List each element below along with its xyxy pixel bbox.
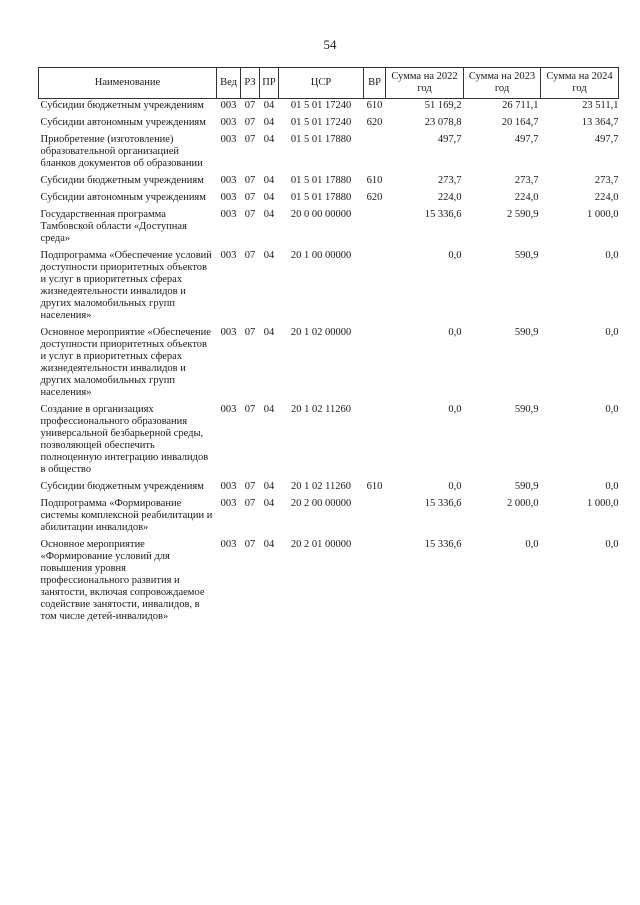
cell-csr: 01 5 01 17240 [290, 117, 352, 128]
cell-ved: 003 [220, 134, 237, 145]
cell-sum-2023: 590,9 [514, 327, 539, 338]
cell-sum-2023: 2 000,0 [507, 498, 539, 509]
table-row [39, 187, 619, 204]
cell-sum-2023: 273,7 [514, 175, 539, 186]
cell-pr: 04 [263, 539, 275, 550]
cell-sum-2022: 51 169,2 [424, 100, 462, 111]
cell-vr: 620 [366, 192, 383, 203]
cell-sum-2022: 0,0 [448, 250, 462, 261]
cell-sum-2022: 273,7 [437, 175, 462, 186]
cell-sum-2023: 26 711,1 [502, 100, 539, 111]
cell-rz: 07 [244, 404, 256, 415]
cell-name: Создание в организациях профессионального образования универсальной безбарьерной среды, позволяющей обеспечить полноценную интеграцию инвалидов в общество [40, 404, 209, 475]
cell-vr: 610 [366, 175, 383, 186]
cell-sum-2023: 20 164,7 [501, 117, 539, 128]
cell-sum-2023: 590,9 [514, 250, 539, 261]
cell-vr: 610 [366, 100, 383, 111]
cell-sum-2022: 224,0 [437, 192, 462, 203]
cell-ved: 003 [220, 192, 237, 203]
cell-rz: 07 [244, 100, 256, 111]
budget-table [38, 67, 619, 623]
col-header-vr: ВР [364, 68, 386, 99]
cell-rz: 07 [244, 539, 256, 550]
cell-ved: 003 [220, 175, 237, 186]
cell-name: Основное мероприятие «Формирование условий для повышения уровня профессионального развития и занятости, включая сопровождаемое содействие занятости, инвалидов, в том числе детей-инвалидов» [40, 539, 205, 622]
cell-vr [364, 204, 386, 245]
cell-pr: 04 [263, 134, 275, 145]
cell-ved: 003 [220, 327, 237, 338]
table-row [39, 129, 619, 170]
cell-csr: 01 5 01 17880 [290, 175, 352, 186]
table-header-row [39, 68, 619, 99]
cell-rz: 07 [244, 175, 256, 186]
cell-csr: 01 5 01 17240 [290, 100, 352, 111]
cell-pr: 04 [263, 100, 275, 111]
cell-pr: 04 [263, 175, 275, 186]
cell-name: Подпрограмма «Формирование системы комплексной реабилитации и абилитации инвалидов» [40, 498, 213, 533]
cell-vr [364, 534, 386, 623]
cell-name: Подпрограмма «Обеспечение условий доступности приоритетных объектов и услуг в приоритетных сферах жизнедеятельности инвалидов и других маломобильных групп населения» [40, 250, 212, 321]
cell-sum-2022: 15 336,6 [424, 498, 462, 509]
cell-sum-2022: 0,0 [448, 404, 462, 415]
cell-pr: 04 [263, 327, 275, 338]
table-row [39, 245, 619, 322]
cell-sum-2024: 13 364,7 [581, 117, 619, 128]
cell-csr: 20 1 02 00000 [290, 327, 352, 338]
cell-sum-2024: 23 511,1 [582, 100, 619, 111]
cell-sum-2024: 497,7 [594, 134, 619, 145]
cell-ved: 003 [220, 250, 237, 261]
page-number: 54 [323, 37, 337, 52]
cell-sum-2024: 273,7 [594, 175, 619, 186]
cell-sum-2023: 224,0 [514, 192, 539, 203]
table-row [39, 399, 619, 476]
cell-vr [364, 245, 386, 322]
col-header-rz: РЗ [241, 68, 260, 99]
cell-sum-2022: 0,0 [448, 327, 462, 338]
cell-pr: 04 [263, 209, 275, 220]
cell-ved: 003 [220, 100, 237, 111]
table-row [39, 99, 619, 113]
col-header-pr: ПР [260, 68, 279, 99]
cell-pr: 04 [263, 481, 275, 492]
cell-csr: 20 1 02 11260 [291, 481, 351, 492]
col-header-ved: Вед [217, 68, 241, 99]
col-header-sum-2024: Сумма на 2024 год [541, 68, 619, 99]
cell-name: Субсидии бюджетным учреждениям [40, 481, 204, 492]
cell-rz: 07 [244, 209, 256, 220]
cell-sum-2022: 0,0 [448, 481, 462, 492]
cell-sum-2022: 497,7 [437, 134, 462, 145]
cell-rz: 07 [244, 498, 256, 509]
cell-vr: 620 [366, 117, 383, 128]
cell-csr: 20 2 01 00000 [290, 539, 352, 550]
cell-sum-2024: 1 000,0 [587, 498, 619, 509]
cell-rz: 07 [244, 134, 256, 145]
col-header-name: Наименование [39, 68, 217, 99]
cell-name: Субсидии бюджетным учреждениям [40, 175, 204, 186]
cell-sum-2024: 224,0 [594, 192, 619, 203]
table-row [39, 476, 619, 493]
cell-sum-2023: 0,0 [525, 539, 539, 550]
cell-ved: 003 [220, 539, 237, 550]
table-row [39, 170, 619, 187]
cell-rz: 07 [244, 250, 256, 261]
cell-sum-2023: 2 590,9 [507, 209, 539, 220]
cell-csr: 20 1 02 11260 [291, 404, 351, 415]
cell-rz: 07 [244, 327, 256, 338]
cell-ved: 003 [220, 209, 237, 220]
cell-csr: 20 1 00 00000 [290, 250, 352, 261]
cell-sum-2024: 0,0 [605, 404, 619, 415]
table-row [39, 534, 619, 623]
cell-ved: 003 [220, 481, 237, 492]
cell-ved: 003 [220, 404, 237, 415]
table-row [39, 112, 619, 129]
cell-csr: 01 5 01 17880 [290, 192, 352, 203]
table-row [39, 493, 619, 534]
cell-vr [364, 493, 386, 534]
cell-vr [364, 399, 386, 476]
cell-name: Государственная программа Тамбовской области «Доступная среда» [40, 209, 187, 244]
cell-pr: 04 [263, 117, 275, 128]
cell-ved: 003 [220, 117, 237, 128]
table-row [39, 204, 619, 245]
cell-rz: 07 [244, 481, 256, 492]
cell-sum-2024: 0,0 [605, 539, 619, 550]
col-header-csr: ЦСР [279, 68, 364, 99]
cell-sum-2023: 497,7 [514, 134, 539, 145]
cell-ved: 003 [220, 498, 237, 509]
cell-sum-2022: 15 336,6 [424, 209, 462, 220]
col-header-sum-2023: Сумма на 2023 год [464, 68, 541, 99]
cell-csr: 20 2 00 00000 [290, 498, 352, 509]
cell-csr: 20 0 00 00000 [290, 209, 352, 220]
cell-name: Субсидии автономным учреждениям [40, 117, 206, 128]
cell-name: Субсидии бюджетным учреждениям [40, 100, 204, 111]
cell-sum-2023: 590,9 [514, 481, 539, 492]
cell-sum-2024: 0,0 [605, 327, 619, 338]
table-row [39, 322, 619, 399]
cell-name: Основное мероприятие «Обеспечение доступности приоритетных объектов и услуг в приоритетных сферах жизнедеятельности инвалидов и других маломобильных групп населения» [40, 327, 211, 398]
cell-pr: 04 [263, 250, 275, 261]
cell-sum-2024: 0,0 [605, 481, 619, 492]
col-header-sum-2022: Сумма на 2022 год [386, 68, 464, 99]
cell-sum-2023: 590,9 [514, 404, 539, 415]
cell-rz: 07 [244, 192, 256, 203]
cell-sum-2022: 23 078,8 [424, 117, 462, 128]
cell-pr: 04 [263, 404, 275, 415]
cell-name: Субсидии автономным учреждениям [40, 192, 206, 203]
cell-name: Приобретение (изготовление) образовательной организацией бланков документов об образовании [40, 134, 203, 169]
cell-pr: 04 [263, 192, 275, 203]
cell-pr: 04 [263, 498, 275, 509]
cell-vr [364, 322, 386, 399]
cell-sum-2022: 15 336,6 [424, 539, 462, 550]
cell-csr: 01 5 01 17880 [290, 134, 352, 145]
cell-rz: 07 [244, 117, 256, 128]
cell-sum-2024: 1 000,0 [587, 209, 619, 220]
cell-vr [364, 129, 386, 170]
cell-sum-2024: 0,0 [605, 250, 619, 261]
cell-vr: 610 [366, 481, 383, 492]
